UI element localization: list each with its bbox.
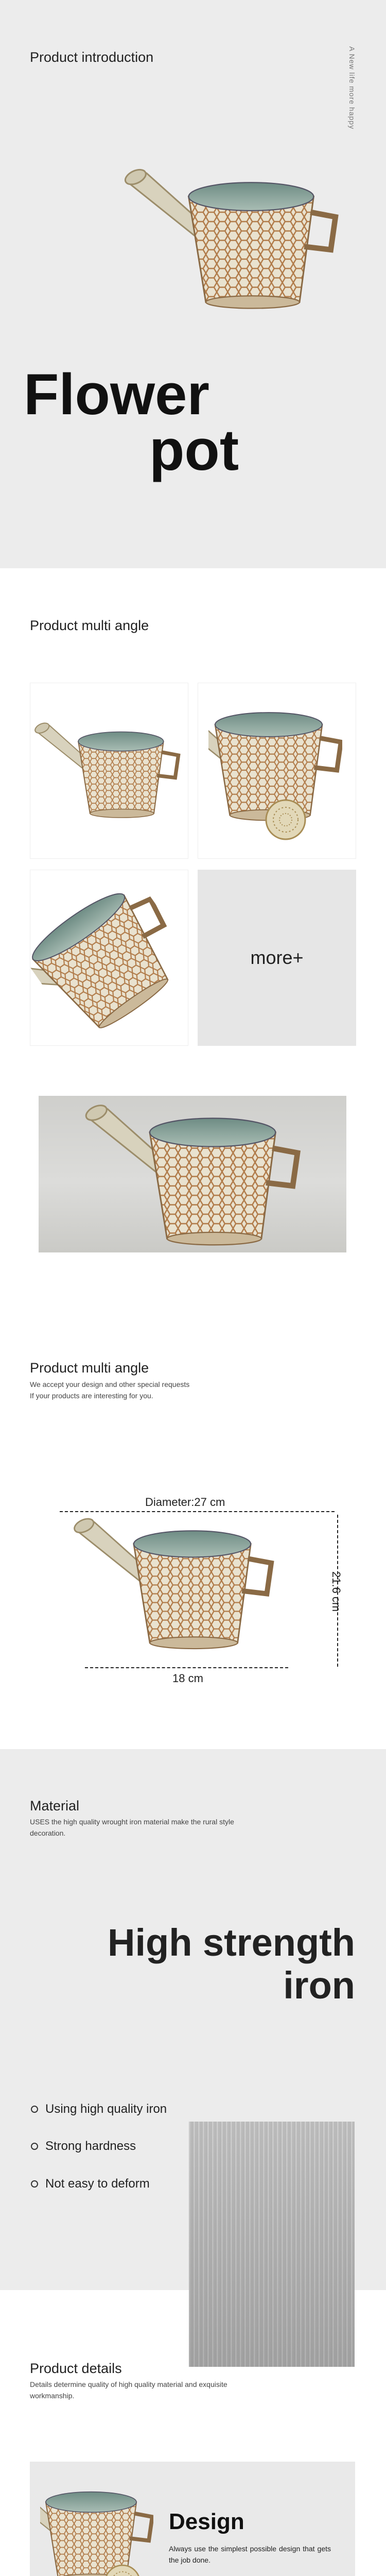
dimensions-line1: We accept your design and other special requests [30,1380,190,1388]
big-strength-line2: iron [283,1963,355,2007]
angle-photo-side [30,683,188,859]
vertical-tagline: A New life more happy [348,46,356,130]
card-heading: Design [169,2509,244,2534]
bottom-label: 18 cm [172,1672,203,1685]
product-photo-wide [39,1096,346,1252]
material-line1: USES the high quality wrought iron material make the rural style [30,1818,234,1826]
bullet-circle-icon [31,2143,38,2150]
material-line2: decoration. [30,1829,66,1837]
dimensions-title: Product multi angle [30,1360,149,1376]
multi-angle-title: Product multi angle [30,618,149,633]
bullet-circle-icon [31,2180,38,2188]
details-line1: Details determine quality of high quality material and exquisite [30,2380,227,2388]
angle-photo-top [198,683,356,859]
dimension-can-image [66,1515,282,1654]
bullet-circle-icon [31,2106,38,2113]
angle-photo-tilted [30,870,188,1046]
height-label: 21.6 cm [330,1571,343,1612]
material-title: Material [30,1798,80,1814]
card-text: Always use the simplest possible design that gets the job done. [169,2545,331,2564]
big-strength-line1: High strength [108,1921,355,1964]
big-word-pot: pot [149,418,239,482]
watering-can-image [118,165,345,314]
intro-title: Product introduction [30,49,154,65]
intro-section [0,0,386,568]
bullet-item: Not easy to deform [31,2177,150,2191]
bullet-item: Using high quality iron [31,2102,167,2116]
details-line2: workmanship. [30,2392,75,2400]
big-word-flower: Flower [24,362,209,427]
big-strength [108,1922,355,2007]
iron-texture-image [189,2122,355,2367]
detail-card-design [30,2462,355,2576]
details-title: Product details [30,2361,122,2376]
dimensions-line2: If your products are interesting for you. [30,1392,153,1400]
more-button[interactable]: more+ [198,870,356,1046]
bullet-item: Strong hardness [31,2139,136,2154]
bottom-line [85,1667,288,1668]
diameter-label: Diameter:27 cm [145,1496,225,1509]
diameter-line [60,1511,335,1512]
